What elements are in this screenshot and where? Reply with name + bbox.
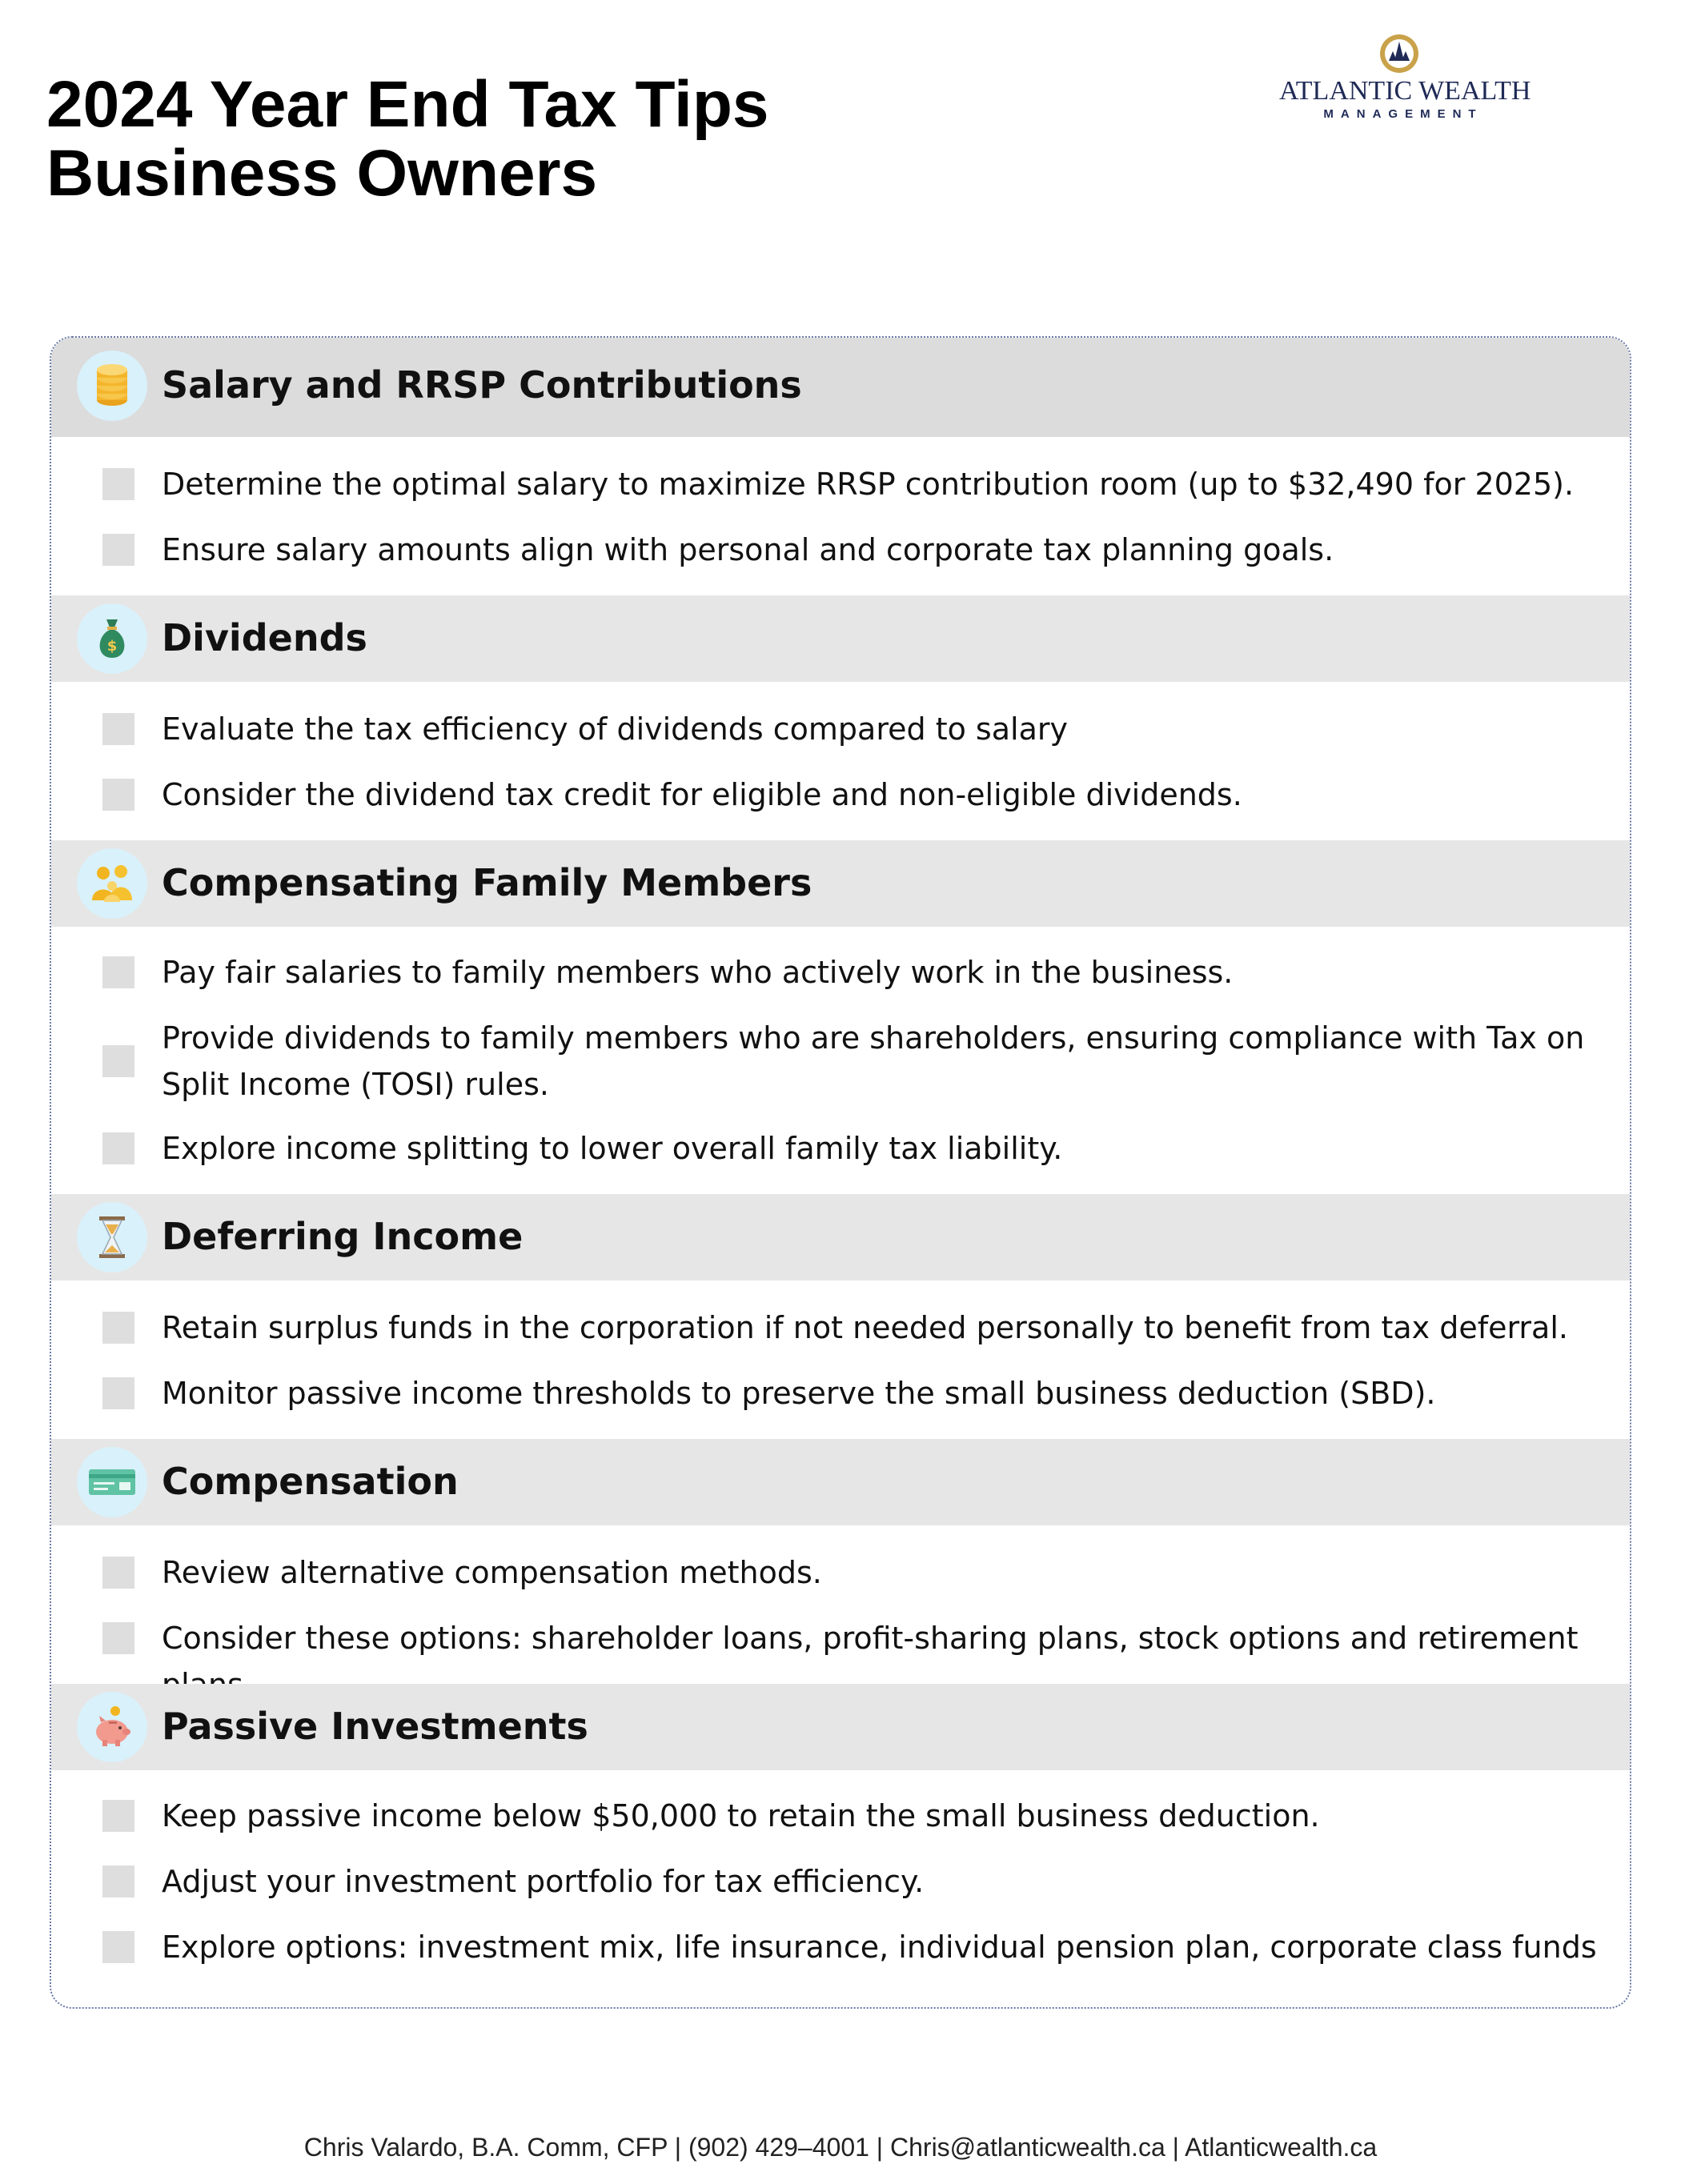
piggy-bank-icon bbox=[77, 1692, 147, 1762]
checkbox[interactable] bbox=[102, 779, 134, 811]
checkbox[interactable] bbox=[102, 1045, 134, 1077]
checkbox[interactable] bbox=[102, 1557, 134, 1589]
checklist-item-text: Determine the optimal salary to maximize RRSP contribution room (up to $32,490 for 2025). bbox=[162, 467, 1575, 502]
section-title: Passive Investments bbox=[162, 1705, 588, 1748]
checklist-item-text: Explore income splitting to lower overall family tax liability. bbox=[162, 1131, 1063, 1166]
checklist-item-text: Keep passive income below $50,000 to retain the small business deduction. bbox=[162, 1798, 1320, 1833]
page-title bbox=[46, 70, 769, 208]
section-header-passive bbox=[51, 1684, 1630, 1770]
checkbox[interactable] bbox=[102, 468, 134, 500]
coin-stack-icon bbox=[77, 351, 147, 421]
checkbox[interactable] bbox=[102, 1800, 134, 1832]
cheque-icon bbox=[77, 1447, 147, 1517]
section-header-dividends bbox=[51, 595, 1630, 682]
family-icon bbox=[77, 848, 147, 919]
checkbox[interactable] bbox=[102, 1931, 134, 1963]
checkbox[interactable] bbox=[102, 1377, 134, 1409]
section-title: Compensating Family Members bbox=[162, 861, 812, 904]
hourglass-icon bbox=[77, 1202, 147, 1272]
section-header-compensation bbox=[51, 1439, 1630, 1525]
checklist-item-text: Pay fair salaries to family members who actively work in the business. bbox=[162, 955, 1234, 990]
checklist-item-text: Consider the dividend tax credit for eligible and non-eligible dividends. bbox=[162, 777, 1242, 812]
section-header-deferring bbox=[51, 1194, 1630, 1280]
page-title-line-1: 2024 Year End Tax Tips bbox=[46, 68, 769, 141]
section-title: Compensation bbox=[162, 1460, 459, 1503]
logo-emblem-icon bbox=[1378, 32, 1421, 75]
section-title: Salary and RRSP Contributions bbox=[162, 363, 802, 407]
checkbox[interactable] bbox=[102, 1622, 134, 1654]
svg-text:$: $ bbox=[106, 638, 118, 655]
checkbox[interactable] bbox=[102, 713, 134, 745]
checkbox[interactable] bbox=[102, 1865, 134, 1897]
checkbox[interactable] bbox=[102, 534, 134, 566]
checklist-item-text: Provide dividends to family members who are shareholders, ensuring compliance with Tax on Split Income (TOSI) rules. bbox=[162, 1020, 1585, 1102]
section-header-family bbox=[51, 840, 1630, 927]
checklist-item-text: Explore options: investment mix, life insurance, individual pension plan, corporate class funds bbox=[162, 1930, 1597, 1965]
section-title: Deferring Income bbox=[162, 1215, 524, 1258]
section-header-salary bbox=[51, 338, 1630, 437]
checklist-item-text: Adjust your investment portfolio for tax efficiency. bbox=[162, 1864, 925, 1899]
contact-footer: Chris Valardo, B.A. Comm, CFP | (902) 429–4001 | Chris@atlanticwealth.ca | Atlanticwealth.ca bbox=[303, 2133, 1378, 2162]
checklist-card bbox=[50, 336, 1631, 2009]
checklist-item-text: Ensure salary amounts align with personal and corporate tax planning goals. bbox=[162, 532, 1334, 567]
logo-name: ATLANTIC WEALTH bbox=[1279, 76, 1531, 106]
page-title-line-2: Business Owners bbox=[46, 137, 598, 210]
checklist-item-text: Monitor passive income thresholds to preserve the small business deduction (SBD). bbox=[162, 1376, 1436, 1411]
checklist-item-text: Review alternative compensation methods. bbox=[162, 1555, 822, 1590]
money-bag-icon bbox=[77, 603, 147, 674]
checkbox[interactable] bbox=[102, 1132, 134, 1164]
section-title: Dividends bbox=[162, 616, 367, 659]
company-logo bbox=[1279, 32, 1531, 128]
checklist-item-text: Retain surplus funds in the corporation if not needed personally to benefit from tax deferral. bbox=[162, 1310, 1568, 1345]
checklist-item-text: Consider these options: shareholder loans, profit-sharing plans, stock options and retirement bbox=[162, 1621, 1579, 1656]
checkbox[interactable] bbox=[102, 956, 134, 988]
checklist-item-text: Evaluate the tax efficiency of dividends compared to salary bbox=[162, 711, 1068, 747]
checkbox[interactable] bbox=[102, 1312, 134, 1344]
logo-subtitle: MANAGEMENT bbox=[1323, 107, 1483, 121]
